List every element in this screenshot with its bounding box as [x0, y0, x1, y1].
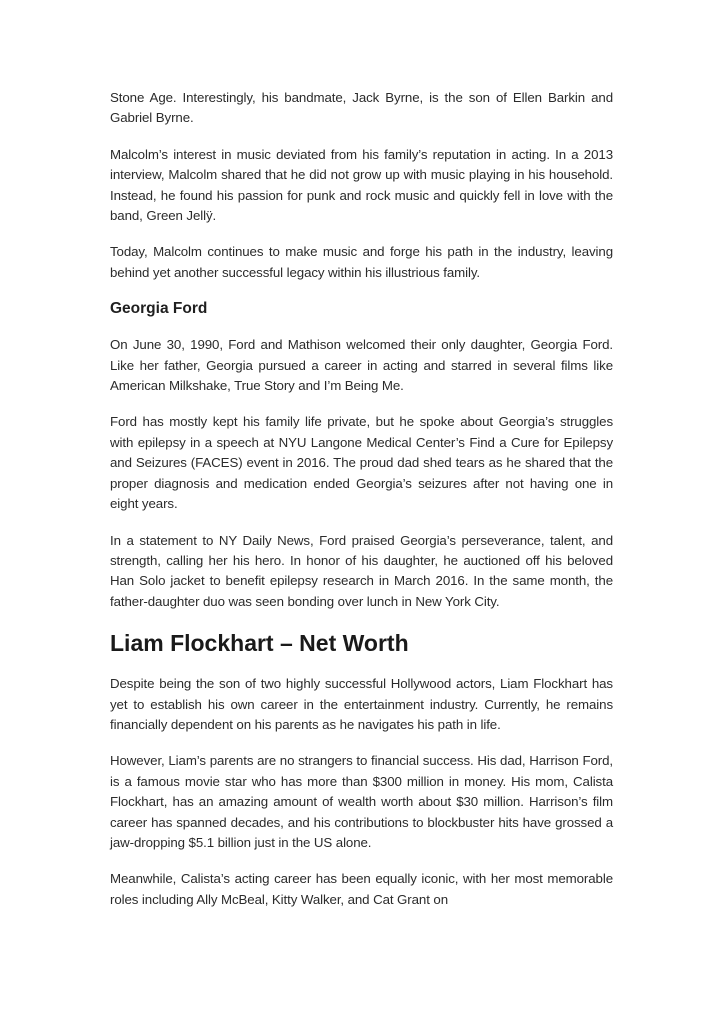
heading-georgia-ford: Georgia Ford — [110, 300, 208, 318]
paragraph-calista-career: Meanwhile, Calista’s acting career has been equally iconic, with her most memorable roles including Ally McBeal, Kitty Walker, and Cat Grant on — [110, 871, 613, 907]
heading-net-worth: Liam Flockhart – Net Worth — [110, 630, 409, 657]
document-page — [110, 88, 613, 926]
paragraph-malcolm-music: Malcolm’s interest in music deviated from his family’s reputation in acting. In a 2013 interview, Malcolm shared that he did not grow up with music playing in his household. Instead, he found his passion for punk and rock music and quickly fell in love with the band, Green Jellÿ. — [110, 146, 613, 224]
paragraph-parents-wealth: However, Liam’s parents are no strangers to financial success. His dad, Harrison Ford, is a famous movie star who has more than $300 million in money. His mom, Calista Flockhart, has an amazing amount of wealth worth about $30 million. Harrison’s film career has spanned decades, and his contributions to blockbuster hits have grossed a jaw-dropping $5.1 billion just in the US alone. — [110, 753, 613, 850]
paragraph-georgia-statement: In a statement to NY Daily News, Ford praised Georgia’s perseverance, talent, and strength, calling her his hero. In honor of his daughter, he auctioned off his beloved Han Solo jacket to benefit epilepsy research in March 2016. In the same month, the father-daughter duo was seen bonding over lunch in New York City. — [110, 532, 613, 609]
paragraph-georgia-birth: On June 30, 1990, Ford and Mathison welcomed their only daughter, Georgia Ford. Like her father, Georgia pursued a career in acting and starred in several films like American Milkshake, True Story and I’m Being Me. — [110, 337, 613, 394]
paragraph-stone-age: Stone Age. Interestingly, his bandmate, Jack Byrne, is the son of Ellen Barkin and Gabriel Byrne. — [110, 90, 613, 126]
paragraph-malcolm-today: Today, Malcolm continues to make music and forge his path in the industry, leaving behind yet another successful legacy within his illustrious family. — [110, 244, 613, 280]
paragraph-liam-career: Despite being the son of two highly successful Hollywood actors, Liam Flockhart has yet to establish his own career in the entertainment industry. Currently, he remains financially dependent on his parents as he navigates his path in life. — [110, 676, 613, 732]
paragraph-georgia-epilepsy: Ford has mostly kept his family life private, but he spoke about Georgia’s struggles with epilepsy in a speech at NYU Langone Medical Center’s Find a Cure for Epilepsy and Seizures (FACES) event in 2016. The proud dad shed tears as he shared that the proper diagnosis and medication ended Georgia’s seizures after not having one in eight years. — [110, 414, 613, 512]
